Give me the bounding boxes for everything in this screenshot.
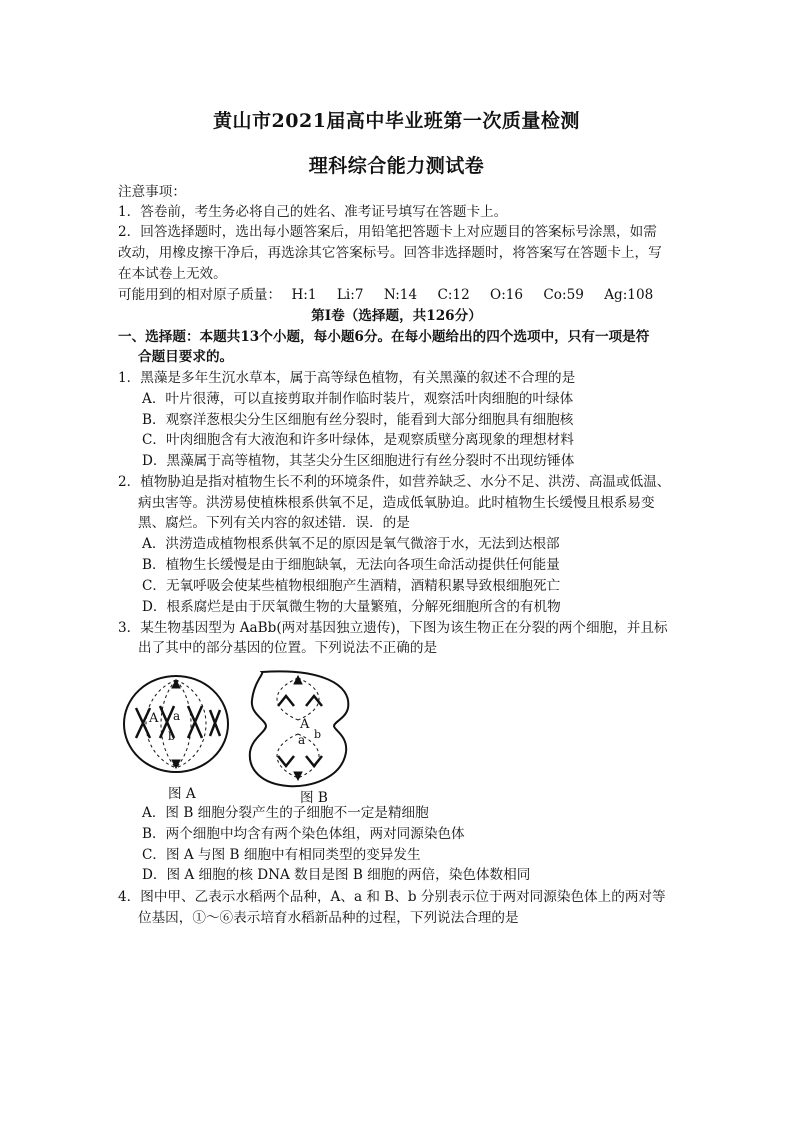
atomic-mass: Li:7 xyxy=(336,287,364,303)
question-4-stem-line2: 位基因，①～⑥表示培育水稻新品种的过程，下列说法合理的是 xyxy=(138,910,519,926)
question-2-stem-line1: 2．植物胁迫是指对植物生长不利的环境条件，如营养缺乏、水分不足、洪涝、高温或低温、 xyxy=(118,474,671,490)
question-3-option-a: A．图 B 细胞分裂产生的子细胞不一定是精细胞 xyxy=(142,805,429,821)
exam-title: 黄山市2021届高中毕业班第一次质量检测 xyxy=(213,110,580,132)
question-1-option-d: D．黑藻属于高等植物，其茎尖分生区细胞进行有丝分裂时不出现纺锤体 xyxy=(142,453,575,469)
atomic-mass: Ag:108 xyxy=(604,287,654,303)
section-instruction-line2: 合题目要求的。 xyxy=(138,349,234,365)
cell-diagrams xyxy=(120,666,360,806)
notes-item-2-line2: 改动，用橡皮擦干净后，再选涂其它答案标号。回答非选择题时，将答案写在答题卡上，写 xyxy=(118,245,662,261)
question-2-option-a: A．洪涝造成植物根系供氧不足的原因是氧气微溶于水，无法到达根部 xyxy=(142,536,560,552)
gene-label: A xyxy=(149,711,159,726)
gene-label: b xyxy=(314,728,322,741)
notes-item-1: 1．答卷前，考生务必将自己的姓名、准考证号填写在答题卡上。 xyxy=(118,204,508,220)
question-1-stem: 1．黑藻是多年生沉水草本，属于高等绿色植物，有关黑藻的叙述不合理的是 xyxy=(118,370,576,386)
atomic-mass: O:16 xyxy=(490,287,524,303)
figure-a-label: 图 A xyxy=(168,786,196,802)
atomic-mass: C:12 xyxy=(437,287,470,303)
atomic-mass: H:1 xyxy=(291,287,317,303)
notes-item-2-line3: 在本试卷上无效。 xyxy=(118,266,227,282)
atomic-mass: N:14 xyxy=(383,287,418,303)
exam-subtitle: 理科综合能力测试卷 xyxy=(308,155,485,177)
question-3-figure xyxy=(120,666,360,806)
question-2-option-c: C．无氧呼吸会使某些植物根细胞产生酒精，酒精积累导致根细胞死亡 xyxy=(142,578,561,594)
question-2-stem-line2: 病虫害等。洪涝易使植株根系供氧不足，造成低氧胁迫。此时植物生长缓慢且根系易变 xyxy=(138,495,655,511)
question-3-stem-line2: 出了其中的部分基因的位置。下列说法不正确的是 xyxy=(138,640,438,656)
section-title: 第Ⅰ卷（选择题，共126分） xyxy=(311,308,482,324)
question-1-option-a: A．叶片很薄，可以直接剪取并制作临时装片，观察活叶肉细胞的叶绿体 xyxy=(142,391,574,407)
question-2-option-b: B．植物生长缓慢是由于细胞缺氧，无法向各项生命活动提供任何能量 xyxy=(142,557,560,573)
notes-heading: 注意事项： xyxy=(118,184,186,200)
question-2-option-d: D．根系腐烂是由于厌氧微生物的大量繁殖，分解死细胞所含的有机物 xyxy=(142,599,561,615)
gene-label: b xyxy=(168,730,176,743)
question-4-stem-line1: 4．图中甲、乙表示水稻两个品种，A、a 和 B、b 分别表示位于两对同源染色体上的两对等 xyxy=(118,889,666,905)
figure-b-label: 图 B xyxy=(300,790,328,806)
question-2-stem-line3: 黑、腐烂。下列有关内容的叙述错．误．的是 xyxy=(138,515,410,531)
gene-label: A xyxy=(300,717,310,732)
gene-label: a xyxy=(173,709,181,723)
atomic-masses-line xyxy=(118,286,653,304)
question-3-option-d: D．图 A 细胞的核 DNA 数目是图 B 细胞的两倍，染色体数相同 xyxy=(142,867,531,883)
question-3-stem-line1: 3．某生物基因型为 AaBb(两对基因独立遗传)，下图为该生物正在分裂的两个细胞，并且标 xyxy=(118,620,668,636)
section-instruction-line1: 一、选择题：本题共13个小题，每小题6分。在每小题给出的四个选项中，只有一项是符 xyxy=(118,329,650,345)
question-3-option-c: C．图 A 与图 B 细胞中有相同类型的变异发生 xyxy=(142,847,421,863)
atomic-mass: Co:59 xyxy=(543,287,584,303)
gene-label: a xyxy=(298,733,306,747)
notes-item-2-line1: 2．回答选择题时，选出每小题答案后，用铅笔把答题卡上对应题目的答案标号涂黑，如需 xyxy=(118,224,657,240)
question-3-option-b: B．两个细胞中均含有两个染色体组，两对同源染色体 xyxy=(142,826,465,842)
cell-a-diagram xyxy=(124,676,228,772)
question-1-option-c: C．叶肉细胞含有大液泡和许多叶绿体，是观察质壁分离现象的理想材料 xyxy=(142,432,574,448)
atomic-masses-label: 可能用到的相对原子质量： xyxy=(118,287,282,303)
question-1-option-b: B．观察洋葱根尖分生区细胞有丝分裂时，能看到大部分细胞具有细胞核 xyxy=(142,412,574,428)
